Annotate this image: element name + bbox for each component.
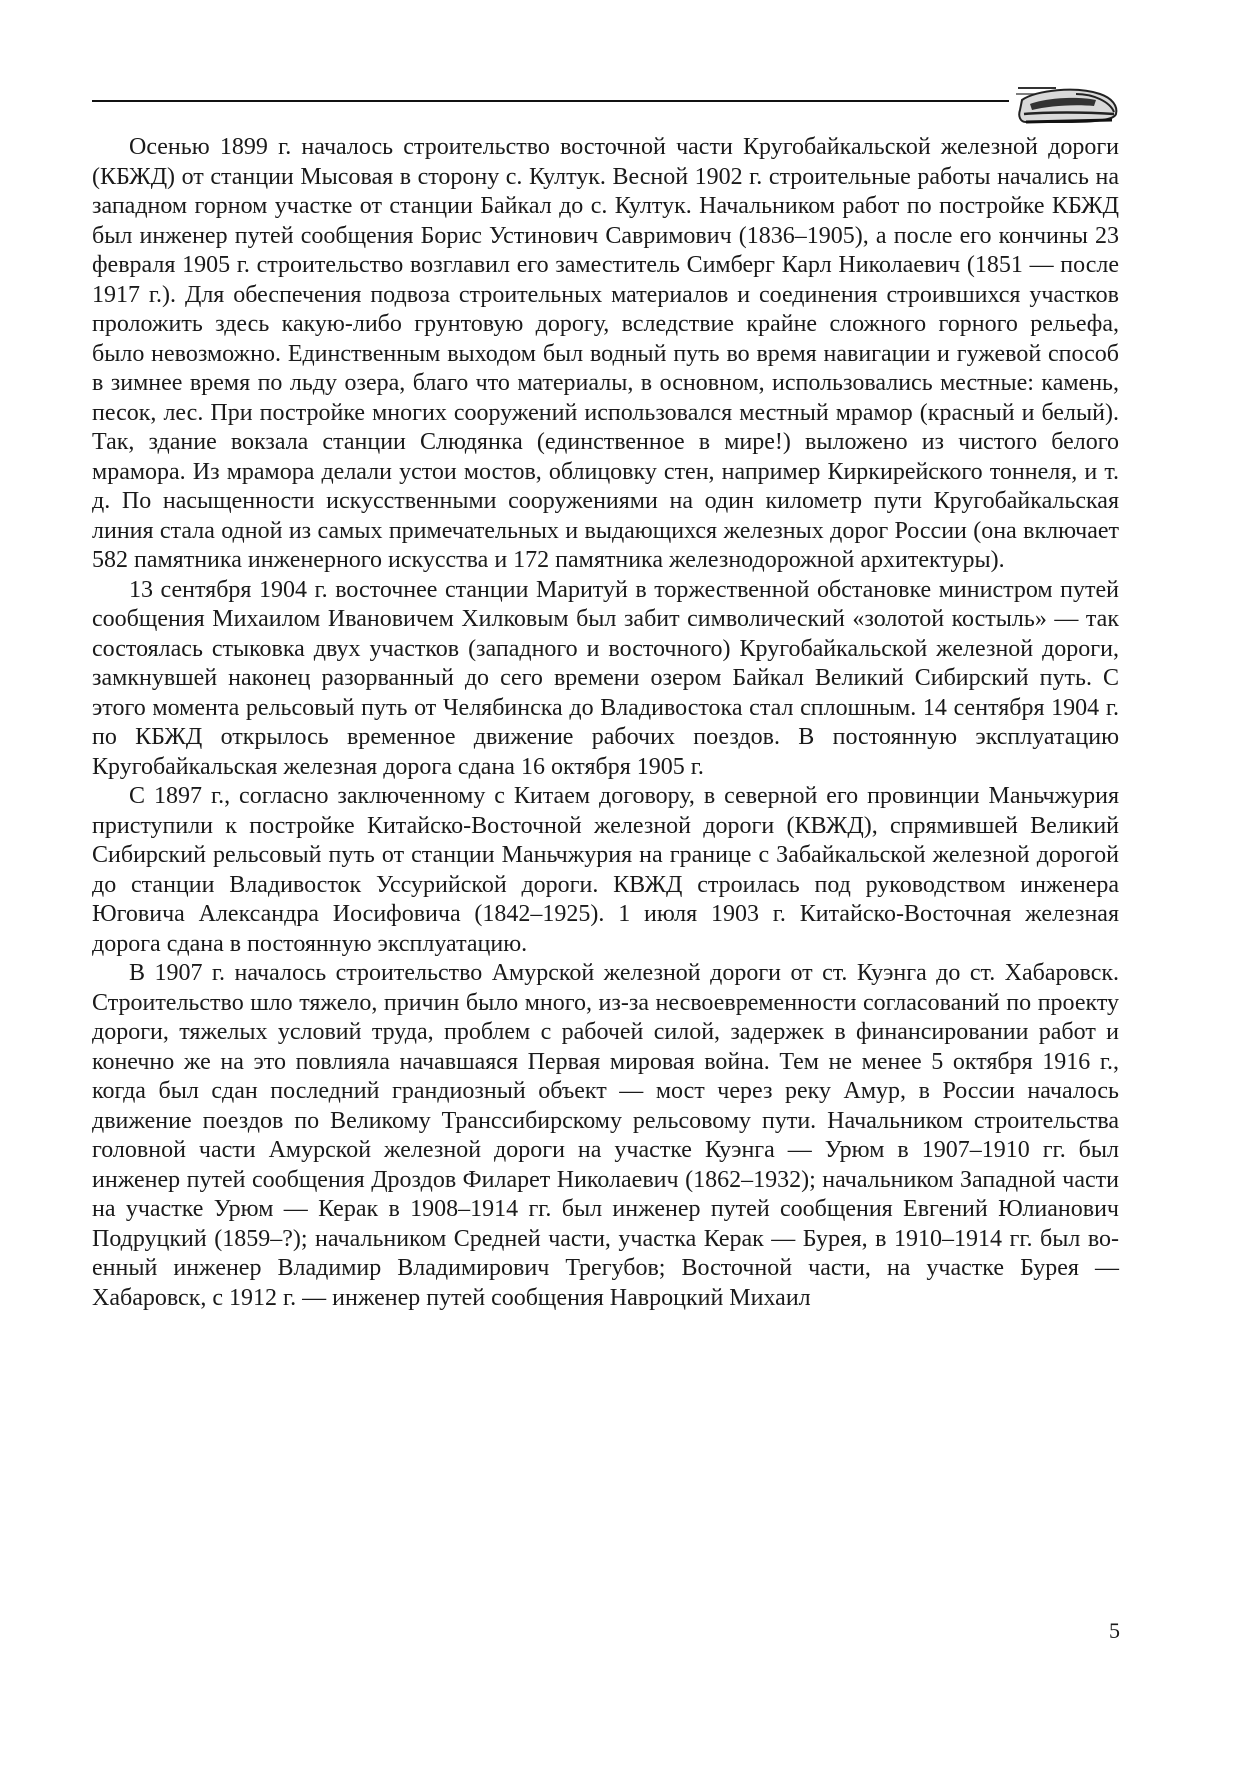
header-rule xyxy=(92,100,1009,102)
high-speed-train-icon xyxy=(1016,80,1120,126)
paragraph: Осенью 1899 г. началось строительство восточной части Кругобайкальской железной дороги (КБЖД) от станции Мысовая в сторону с. Култук. Весной 1902 г. строительные работы начались на западном горном участке от станции Байкал до с. Култук. Начальником работ по постройке КБЖД был инженер путей сообщения Борис Устинович Савримович (1836–1905), а после его кончины 23 февраля 1905 г. строительство возглавил его заместитель Симберг Карл Николаевич (1851 — после 1917 г.). Для обеспечения подвоза строительных материалов и соединения строившихся участков проложить здесь какую-либо грунтовую дорогу, вследствие крайне сложного горного рельефа, было невозможно. Единственным выходом был водный путь во время навигации и гужевой способ в зимнее время по льду озера, благо что материалы, в основном, использовались местные: камень, песок, лес. При постройке многих сооружений использовался местный мрамор (красный и белый). Так, здание вокзала станции Слюдянка (единственное в мире!) выложено из чистого белого мрамора. Из мрамора делали устои мостов, облицовку стен, например Киркирейского тоннеля, и т. д. По насыщенности искусственными сооружениями на один километр пути Кругобайкальская линия стала одной из самых примечательных и выдающихся железных дорог России (она включает 582 памятника инженерного искусства и 172 памятника железнодорожной архитектуры). xyxy=(92,134,1119,573)
paragraph: В 1907 г. началось строительство Амурской железной дороги от ст. Куэнга до ст. Хабаровск. Строительство шло тяжело, причин было много, из-за несвоевременности согласований по проекту дороги, тяжелых условий труда, проблем с рабочей силой, задержек в финансировании работ и конечно же на это повлияла начавшаяся Первая мировая война. Тем не менее 5 октября 1916 г., когда был сдан последний грандиозный объект — мост через реку Амур, в России началось движение поездов по Великому Транссибирскому рельсовому пути. Начальником строительства головной части Амурской железной дороги на участке Куэнга — Урюм в 1907–1910 гг. был инженер путей сообщения Дроздов Филарет Николаевич (1862–1932); начальником Западной части на участке Урюм — Керак в 1908–1914 гг. был инженер путей сообщения Евгений Юлианович Подруцкий (1859–?); начальником Средней части, участка Керак — Бурея, в 1910–1914 гг. был военный инженер Владимир Владимирович Трегубов; Восточной части, на участке Бурея — Хабаровск, с 1912 г. — инженер путей сообщения Навроцкий Михаил xyxy=(92,960,1119,1311)
main-text xyxy=(92,133,1119,1313)
page-number: 5 xyxy=(1109,1618,1120,1643)
paragraph: С 1897 г., согласно заключенному с Китаем договору, в северной его провинции Маньчжурия приступили к постройке Китайско-Восточной железной дороги (КВЖД), спрямившей Великий Сибирский рельсовый путь от станции Маньчжурия на границе с Забайкальской железной дорогой до станции Владивосток Уссурийской дороги. КВЖД строилась под руководством инженера Юговича Александра Иосифовича (1842–1925). 1 июля 1903 г. Китайско-Восточная железная дорога сдана в постоянную эксплуатацию. xyxy=(92,783,1119,957)
paragraph: 13 сентября 1904 г. восточнее станции Маритуй в торжественной обстановке министром путей сообщения Михаилом Ивановичем Хилковым был забит символический «золотой костыль» — так состоялась стыковка двух участков (западного и восточного) Кругобайкальской железной дороги, замкнувшей наконец разорванный до сего времени озером Байкал Великий Сибирский путь. С этого момента рельсовый путь от Челябинска до Владивостока стал сплошным. 14 сентября 1904 г. по КБЖД открылось временное движение рабочих поездов. В постоянную эксплуатацию Кругобайкальская железная дорога сдана 16 октября 1905 г. xyxy=(92,576,1119,780)
